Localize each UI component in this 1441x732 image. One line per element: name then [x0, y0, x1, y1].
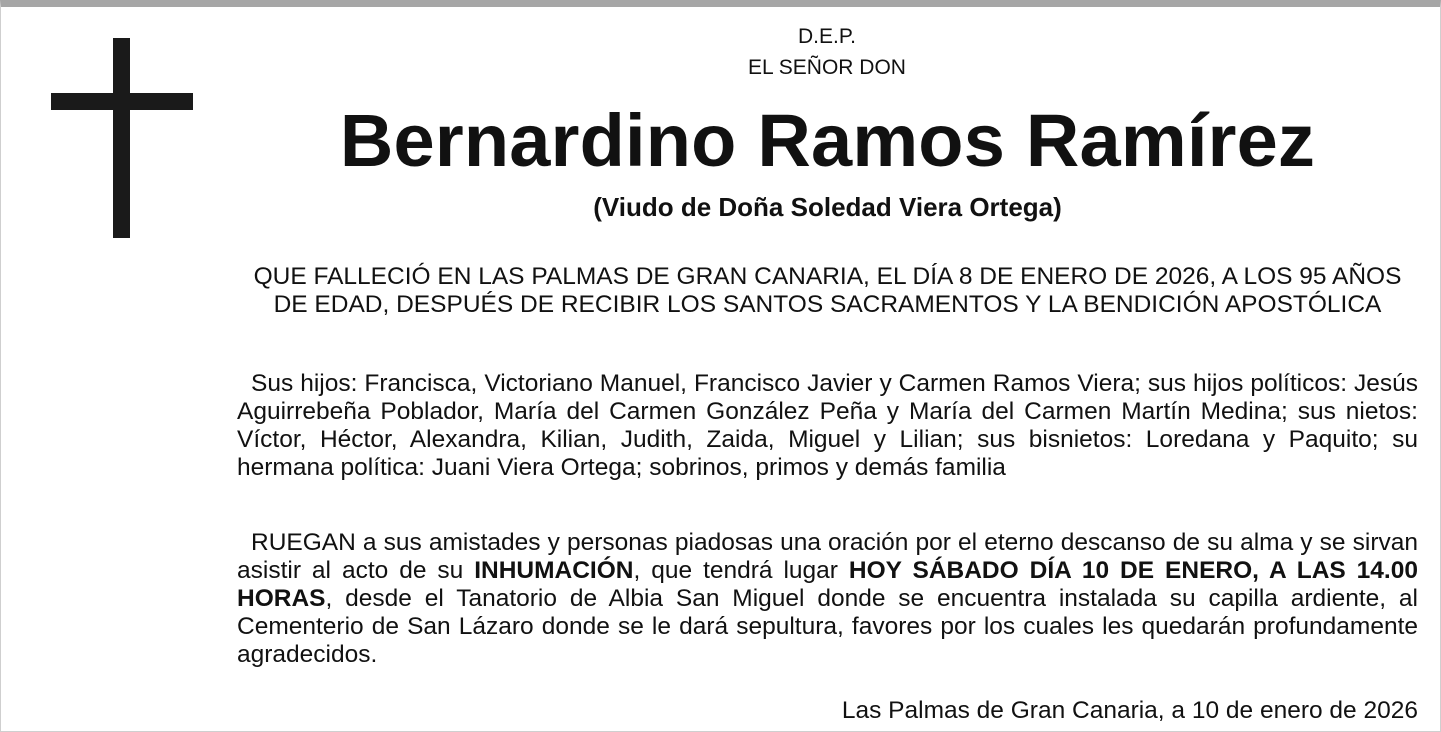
funeral-text-part2: , que tendrá lugar — [633, 557, 849, 584]
deceased-name: Bernardino Ramos Ramírez — [339, 99, 1316, 182]
death-announcement: QUE FALLECIÓ EN LAS PALMAS DE GRAN CANARIA, EL DÍA 8 DE ENERO DE 2026, A LOS 95 AÑOS DE EDAD, DESPUÉS DE RECIBIR LOS SANTOS SACRAMENTOS Y LA BENDICIÓN APOSTÓLICA — [253, 263, 1402, 318]
burial-date-time: HOY SÁBADO DÍA 10 DE ENERO, A LAS 14.00 HORAS — [237, 557, 1418, 612]
widow-note: (Viudo de Doña Soledad Viera Ortega) — [593, 192, 1062, 222]
cross-icon — [51, 38, 193, 238]
burial-label: INHUMACIÓN — [474, 557, 634, 584]
cross-horizontal-bar — [51, 93, 193, 110]
family-list: Sus hijos: Francisca, Victoriano Manuel, Francisco Javier y Carmen Ramos Viera; sus hijos políticos: Jesús Aguirrebeña Poblador, María del Carmen González Peña y María del Carmen Martín Medina; sus nietos: Víctor, Héctor, Alexandra, Kilian, Judith, Zaida, Miguel y Lilian; sus bisnietos: Loredana y Paquito; su hermana política: Juani Viera Ortega; sobrinos, primos y demás familia — [237, 370, 1418, 481]
funeral-text-part1: RUEGAN a sus amistades y personas piadosas una oración por el eterno descanso de su alma y se sirvan asistir al acto de su — [237, 529, 1418, 584]
dep-heading: D.E.P. — [798, 25, 856, 48]
funeral-text-part3: , desde el Tanatorio de Albia San Miguel donde se encuentra instalada su capilla ardiente, al Cementerio de San Lázaro donde se le dará sepultura, favores por los cuales les quedarán profundamente agradecidos. — [237, 585, 1418, 668]
title-line: EL SEÑOR DON — [748, 56, 906, 79]
funeral-details — [237, 529, 1418, 669]
place-and-date: Las Palmas de Gran Canaria, a 10 de enero de 2026 — [841, 697, 1418, 724]
cross-vertical-bar — [113, 38, 130, 238]
